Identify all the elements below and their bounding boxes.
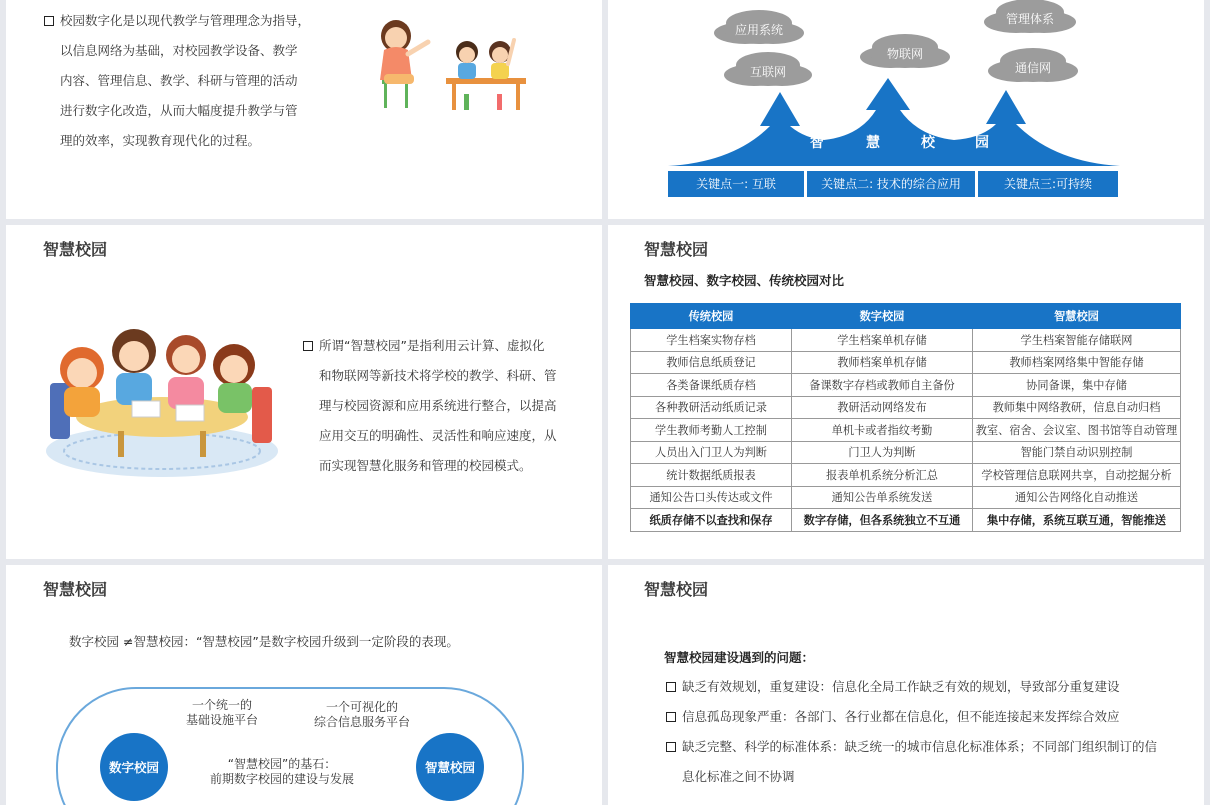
visual-platform-label bbox=[306, 700, 418, 730]
cloud-communication-network: 通信网 bbox=[998, 52, 1068, 82]
banner-char: 园 bbox=[975, 135, 989, 151]
table-cell: 学生档案实物存档 bbox=[631, 329, 792, 352]
issue-item: 缺乏完整、科学的标准体系：缺乏统一的城市信息化标准体系；不同部门组织制订的信 bbox=[666, 737, 1157, 755]
table-row bbox=[631, 396, 1181, 419]
table-row bbox=[631, 486, 1181, 509]
key-point-1: 关键点一: 互联 bbox=[668, 171, 804, 197]
table-cell: 各种教研活动纸质记录 bbox=[631, 396, 792, 419]
table-cell: 教师集中网络教研，信息自动归档 bbox=[973, 396, 1181, 419]
table-cell: 教师信息纸质登记 bbox=[631, 351, 792, 374]
slide-title: 智慧校园 bbox=[644, 580, 709, 599]
comparison-table bbox=[630, 303, 1181, 532]
slide-digital-vs-smart bbox=[6, 565, 602, 805]
cloud-internet: 互联网 bbox=[734, 56, 802, 86]
column-header: 传统校园 bbox=[631, 304, 792, 329]
teacher-students-illustration bbox=[372, 8, 532, 113]
issue-continuation: 息化标准之间不协调 bbox=[682, 769, 795, 784]
key-point-3: 关键点三:可持续 bbox=[978, 171, 1118, 197]
cloud-application-systems: 应用系统 bbox=[724, 14, 794, 44]
slide-subtitle: 智慧校园、数字校园、传统校园对比 bbox=[644, 273, 845, 288]
para-line: 而实现智慧化服务和管理的校园模式。 bbox=[319, 458, 532, 473]
bullet-square-icon bbox=[666, 712, 676, 722]
para-line: 校园数字化是以现代教学与管理理念为指导， bbox=[44, 6, 314, 36]
label-line: “智慧校园”的基石： bbox=[227, 757, 337, 771]
para-line: 应用交互的明确性、灵活性和响应速度，从 bbox=[319, 428, 557, 443]
label-line: 综合信息服务平台 bbox=[313, 715, 410, 729]
table-row bbox=[631, 441, 1181, 464]
para-line: 内容、管理信息、教学、科研与管理的活动 bbox=[60, 73, 298, 88]
children-reading-illustration bbox=[42, 321, 282, 481]
slide-title: 智慧校园 bbox=[644, 240, 709, 259]
table-cell: 学生教师考勤人工控制 bbox=[631, 419, 792, 442]
label-line: 基础设施平台 bbox=[185, 713, 258, 727]
table-cell: 统计数据纸质报表 bbox=[631, 464, 792, 487]
banner-char: 智 bbox=[810, 135, 824, 151]
table-cell: 学生档案智能存储联网 bbox=[973, 329, 1181, 352]
slide-digital-campus-definition bbox=[6, 0, 602, 219]
para-line: 进行数字化改造，从而大幅度提升教学与管 bbox=[60, 103, 298, 118]
table-row bbox=[631, 351, 1181, 374]
table-cell: 教研活动网络发布 bbox=[792, 396, 973, 419]
label-line: 一个可视化的 bbox=[325, 700, 398, 714]
table-row bbox=[631, 509, 1181, 532]
table-cell: 通知公告单系统发送 bbox=[792, 486, 973, 509]
table-header-row bbox=[631, 304, 1181, 329]
infra-platform-label bbox=[172, 698, 272, 728]
definition-paragraph bbox=[303, 331, 573, 481]
issue-item: 信息孤岛现象严重：各部门、各行业都在信息化，但不能连接起来发挥综合效应 bbox=[666, 707, 1120, 725]
bullet-square-icon bbox=[303, 341, 313, 351]
cloud-management-system: 管理体系 bbox=[994, 3, 1066, 33]
bullet-square-icon bbox=[44, 16, 54, 26]
para-line: 和物联网等新技术将学校的教学、科研、管 bbox=[319, 368, 557, 383]
para-line: 理的效率，实现教育现代化的过程。 bbox=[60, 133, 261, 148]
table-row bbox=[631, 419, 1181, 442]
table-cell: 智能门禁自动识别控制 bbox=[973, 441, 1181, 464]
slide-title: 智慧校园 bbox=[43, 240, 108, 259]
table-cell: 单机卡或者指纹考勤 bbox=[792, 419, 973, 442]
slide-campus-comparison bbox=[608, 225, 1204, 559]
cloud-iot: 物联网 bbox=[870, 38, 940, 68]
bullet-square-icon bbox=[666, 682, 676, 692]
table-row bbox=[631, 329, 1181, 352]
table-cell: 报表单机系统分析汇总 bbox=[792, 464, 973, 487]
banner-char: 慧 bbox=[866, 135, 880, 151]
para-line: 理与校园资源和应用系统进行整合，以提高 bbox=[319, 398, 557, 413]
slide-construction-problems bbox=[608, 565, 1204, 805]
key-points-row bbox=[668, 171, 1118, 197]
bullet-square-icon bbox=[666, 742, 676, 752]
label-line: 一个统一的 bbox=[191, 698, 252, 712]
banner-char: 校 bbox=[921, 135, 935, 151]
table-cell: 备课数字存档或教师自主备份 bbox=[792, 374, 973, 397]
table-cell: 集中存储，系统互联互通，智能推送 bbox=[973, 509, 1181, 532]
label-line: 前期数字校园的建设与发展 bbox=[209, 772, 354, 786]
table-cell: 门卫人为判断 bbox=[792, 441, 973, 464]
table-cell: 学生档案单机存储 bbox=[792, 329, 973, 352]
table-cell: 学校管理信息联网共享，自动挖掘分析 bbox=[973, 464, 1181, 487]
digital-campus-circle: 数字校园 bbox=[100, 733, 168, 801]
para-line: 以信息网络为基础，对校园教学设备、教学 bbox=[60, 43, 298, 58]
table-row bbox=[631, 464, 1181, 487]
table-cell: 通知公告网络化自动推送 bbox=[973, 486, 1181, 509]
para-line: 所谓“智慧校园”是指利用云计算、虚拟化 bbox=[303, 331, 573, 361]
slide-smart-campus-definition bbox=[6, 225, 602, 559]
table-cell: 纸质存储不以查找和保存 bbox=[631, 509, 792, 532]
table-cell: 数字存储，但各系统独立不互通 bbox=[792, 509, 973, 532]
key-point-2: 关键点二: 技术的综合应用 bbox=[807, 171, 975, 197]
table-cell: 协同备课，集中存储 bbox=[973, 374, 1181, 397]
table-cell: 教师档案网络集中智能存储 bbox=[973, 351, 1181, 374]
definition-paragraph bbox=[44, 6, 314, 156]
table-cell: 教室、宿舍、会议室、图书馆等自动管理 bbox=[973, 419, 1181, 442]
table-cell: 各类备课纸质存档 bbox=[631, 374, 792, 397]
issue-item: 缺乏有效规划，重复建设：信息化全局工作缺乏有效的规划，导致部分重复建设 bbox=[666, 677, 1120, 695]
table-cell: 通知公告口头传达或文件 bbox=[631, 486, 792, 509]
foundation-label bbox=[192, 757, 372, 787]
slide-title: 智慧校园 bbox=[43, 580, 108, 599]
smart-campus-arch-shape bbox=[664, 70, 1124, 170]
statement-text: 数字校园 ≠智慧校园：“智慧校园”是数字校园升级到一定阶段的表现。 bbox=[69, 634, 459, 649]
table-row bbox=[631, 374, 1181, 397]
table-cell: 教师档案单机存储 bbox=[792, 351, 973, 374]
column-header: 数字校园 bbox=[792, 304, 973, 329]
smart-campus-circle: 智慧校园 bbox=[416, 733, 484, 801]
column-header: 智慧校园 bbox=[973, 304, 1181, 329]
problems-heading: 智慧校园建设遇到的问题： bbox=[664, 650, 815, 665]
slide-smart-campus-diagram bbox=[608, 0, 1204, 219]
table-cell: 人员出入门卫人为判断 bbox=[631, 441, 792, 464]
